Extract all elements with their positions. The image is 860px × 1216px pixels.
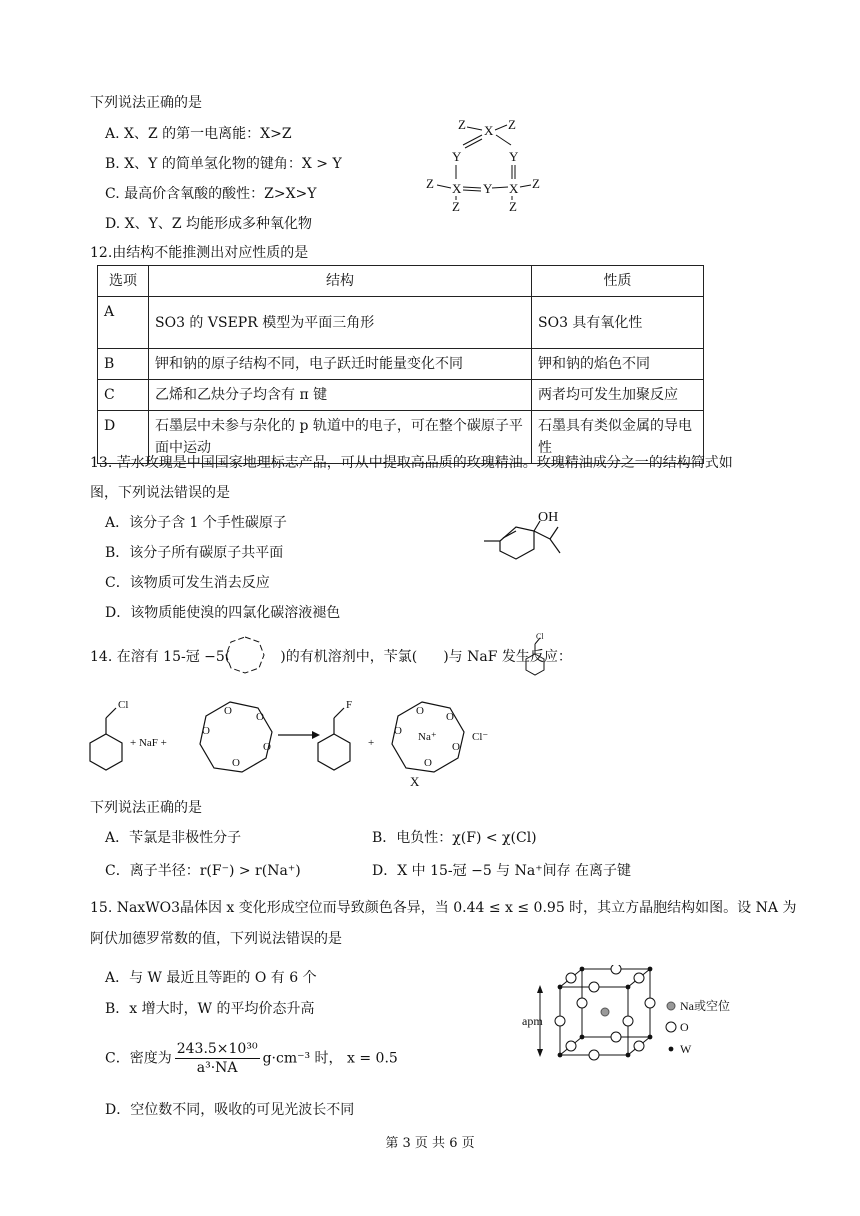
svg-text:O: O — [256, 711, 264, 723]
apm-label: apm — [522, 1014, 543, 1028]
q15-option-a: A．与 W 最近且等距的 O 有 6 个 — [105, 970, 317, 986]
header-property: 性质 — [532, 266, 704, 297]
table-row — [98, 349, 704, 380]
atom-z: Z — [426, 176, 434, 191]
cl-minus-label: Cl⁻ — [472, 731, 489, 743]
q13-option-c: C．该物质可发生消去反应 — [105, 575, 270, 591]
atom-z: Z — [509, 199, 517, 214]
svg-text:O: O — [263, 741, 271, 753]
benzyl-chloride-small-icon — [522, 632, 548, 676]
q13-option-b: B．该分子所有碳原子共平面 — [105, 545, 284, 561]
density-fraction: $\frac{\text{243.5×10³⁰}}{\text{a³·NA}}$ — [176, 1041, 258, 1076]
q15-crystal-cell — [520, 965, 760, 1075]
q15-option-c: C．密度为 $\frac{\text{243.5×10³⁰}}{\text{a³·NA}}$ g·cm⁻³ 时， x = 0.5 — [105, 1041, 398, 1076]
q14-stem — [90, 647, 572, 667]
q13-option-d: D．该物质能使溴的四氯化碳溶液褪色 — [105, 605, 341, 621]
atom-y-left: Y — [452, 149, 462, 164]
q14-stem-part-c: )与 NaF 发生反应： — [443, 649, 572, 665]
atom-x-left: X — [452, 181, 462, 196]
atom-z: Z — [532, 176, 540, 191]
legend-na: Na或空位 — [680, 999, 730, 1013]
q14-sub-stem: 下列说法正确的是 — [90, 800, 202, 816]
q12-stem: 12.由结构不能推测出对应性质的是 — [90, 245, 309, 261]
row-option: B — [98, 349, 149, 380]
svg-text:O: O — [424, 757, 432, 769]
table-header-row — [98, 266, 704, 297]
q14-stem-part-b: )的有机溶剂中，苄氯( — [280, 649, 418, 665]
row-property: 两者均可发生加聚反应 — [532, 380, 704, 411]
q11-stem: 下列说法正确的是 — [90, 95, 202, 111]
q11-option-b: B. X、Y 的简单氢化物的键角：X > Y — [105, 156, 342, 172]
q11-option-c: C. 最高价含氧酸的酸性：Z>X>Y — [105, 186, 317, 202]
plus: + — [368, 737, 375, 749]
q14-stem-part-a: 14. 在溶有 15-冠 −5( — [90, 649, 231, 665]
q12-table — [97, 265, 704, 464]
q11-ring-structure — [420, 115, 560, 215]
svg-text:O: O — [446, 711, 454, 723]
q13-stem-line2: 图，下列说法错误的是 — [90, 485, 230, 501]
svg-text:O: O — [394, 725, 402, 737]
svg-text:O: O — [416, 705, 424, 717]
oh-group: OH — [538, 510, 559, 525]
atom-z: Z — [452, 199, 460, 214]
q14-option-c: C．离子半径：r(F⁻) > r(Na⁺) — [105, 863, 301, 879]
legend-o: O — [680, 1020, 689, 1034]
svg-text:O: O — [452, 741, 460, 753]
q14-reaction-scheme — [80, 680, 520, 790]
q11-option-d: D. X、Y、Z 均能形成多种氧化物 — [105, 216, 313, 232]
q15-option-d: D．空位数不同，吸收的可见光波长不同 — [105, 1102, 355, 1118]
q14-option-b: B．电负性：χ(F) < χ(Cl) — [372, 830, 537, 846]
atom-y-bottom: Y — [483, 181, 493, 196]
q11-option-a: A. X、Z 的第一电离能：X>Z — [105, 126, 292, 142]
q13-molecule-structure — [480, 505, 600, 575]
q13-option-a: A．该分子含 1 个手性碳原子 — [105, 515, 287, 531]
x-label: X — [410, 774, 420, 789]
q14-option-a: A．苄氯是非极性分子 — [105, 830, 242, 846]
header-structure: 结构 — [149, 266, 532, 297]
crown-ether-small-icon — [222, 633, 268, 677]
atom-y-right: Y — [509, 149, 519, 164]
row-structure: 钾和钠的原子结构不同，电子跃迁时能量变化不同 — [149, 349, 532, 380]
svg-text:O: O — [224, 705, 232, 717]
row-property: 钾和钠的焰色不同 — [532, 349, 704, 380]
atom-z: Z — [508, 117, 516, 132]
row-structure: 乙烯和乙炔分子均含有 π 键 — [149, 380, 532, 411]
atom-x-top: X — [484, 123, 494, 138]
q13-stem-line1: 13. 苦水玫瑰是中国国家地理标志产品，可从中提取高品质的玫瑰精油。玫瑰精油成分之一的结构简式如 — [90, 455, 733, 471]
row-option: D — [98, 411, 149, 464]
q15-stem-line2: 阿伏加德罗常数的值，下列说法错误的是 — [90, 931, 342, 947]
cl-label: Cl — [118, 699, 129, 711]
table-row — [98, 297, 704, 349]
row-structure: SO3 的 VSEPR 模型为平面三角形 — [149, 297, 532, 349]
row-property: SO3 具有氧化性 — [532, 297, 704, 349]
f-label: F — [346, 699, 353, 711]
row-structure: 石墨层中未参与杂化的 p 轨道中的电子，可在整个碳原子平面中运动 — [149, 411, 532, 464]
row-option: C — [98, 380, 149, 411]
q15-stem-line1: 15. NaxWO3晶体因 x 变化形成空位而导致颜色各异，当 0.44 ≤ x ≤ 0.95 时，其立方晶胞结构如图。设 NA 为 — [90, 900, 797, 916]
row-option: A — [98, 297, 149, 349]
page-footer: 第 3 页 共 6 页 — [385, 1136, 475, 1151]
svg-text:Cl: Cl — [536, 632, 544, 641]
legend-w: W — [680, 1042, 692, 1056]
table-row — [98, 380, 704, 411]
na-plus-label: Na⁺ — [418, 731, 437, 743]
plus-naf: + NaF + — [130, 737, 167, 749]
q15-option-b: B．x 增大时，W 的平均价态升高 — [105, 1001, 315, 1017]
atom-x-right: X — [509, 181, 519, 196]
svg-text:O: O — [202, 725, 210, 737]
q14-option-d: D．X 中 15-冠 −5 与 Na⁺间存 在离子键 — [372, 863, 632, 879]
header-option: 选项 — [98, 266, 149, 297]
svg-text:O: O — [232, 757, 240, 769]
atom-z: Z — [458, 117, 466, 132]
row-property: 石墨具有类似金属的导电性 — [532, 411, 704, 464]
